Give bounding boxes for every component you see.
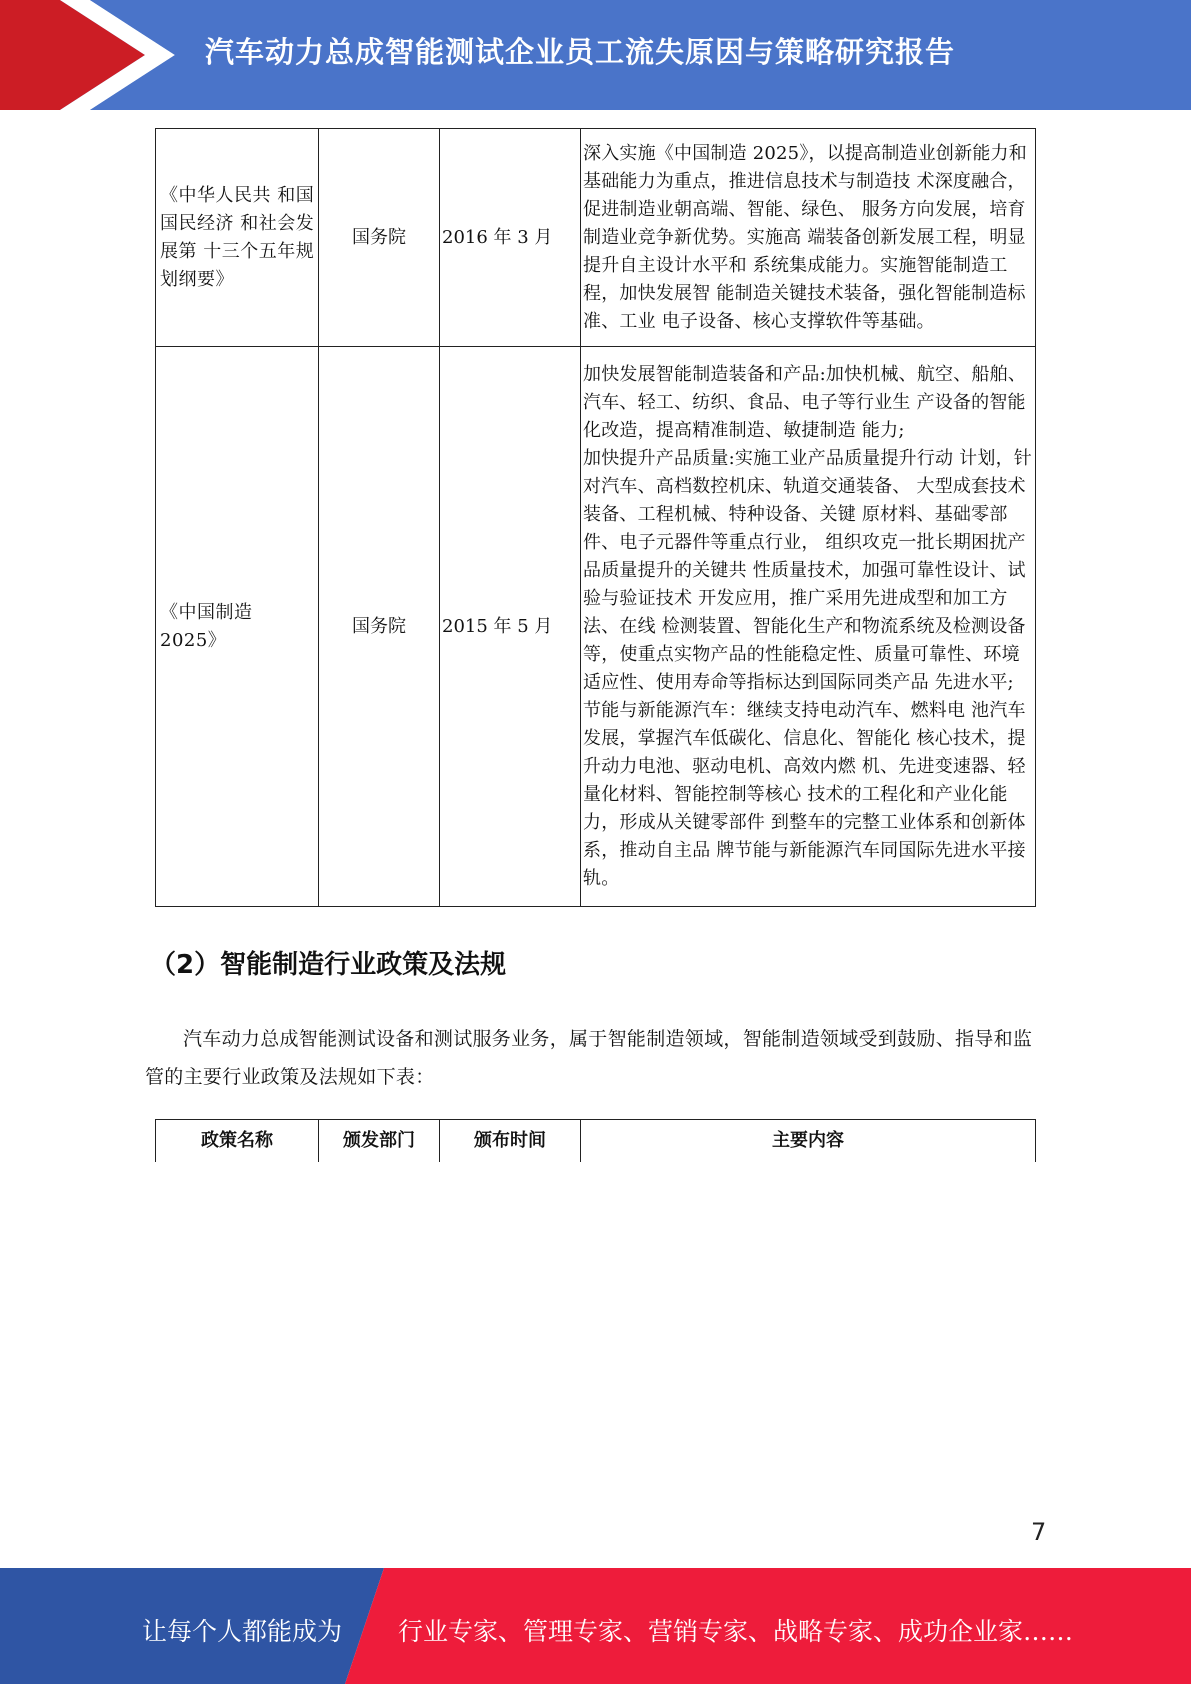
content-paragraph: 深入实施《中国制造 2025》，以提高制造业创新能力和基础能力为重点，推进信息技术与制造技 术深度融合，促进制造业朝高端、智能、绿色、 服务方向发展，培育制造业竞争新优势。实施高 端装备创新发展工程，明显提升自主设计水平和 系统集成能力。实施智能制造工程，加快发展智 能制造关键技术装备，强化智能制造标准、工业 电子设备、核心支撑软件等基础。 bbox=[583, 142, 1027, 332]
table-header-row bbox=[156, 1120, 1036, 1163]
column-header-dept: 颁发部门 bbox=[319, 1120, 440, 1163]
column-header-content: 主要内容 bbox=[581, 1120, 1036, 1163]
table-row bbox=[156, 347, 1036, 907]
main-content-cell bbox=[581, 347, 1036, 907]
column-header-policy-name: 政策名称 bbox=[156, 1120, 319, 1163]
body-paragraph: 汽车动力总成智能测试设备和测试服务业务，属于智能制造领域，智能制造领域受到鼓励、指导和监管的主要行业政策及法规如下表： bbox=[145, 1028, 1033, 1088]
footer-slogan-right: 行业专家、管理专家、营销专家、战略专家、成功企业家…… bbox=[398, 1617, 1074, 1646]
content-paragraph: 加快提升产品质量:实施工业产品质量提升行动 计划，针对汽车、高档数控机床、轨道交通装备、 大型成套技术装备、工程机械、特种设备、关键 原材料、基础零部件、电子元器件等重点行业， 组织攻克一批长期困扰产品质量提升的关键共 性质量技术，加强可靠性设计、试验与验证技术 开发应用，推广采用先进成型和加工方法、在线 检测装置、智能化生产和物流系统及检测设备 等，使重点实物产品的性能稳定性、质量可靠性、环境适应性、使用寿命等指标达到国际同类产品 先进水平; bbox=[583, 447, 1032, 693]
column-header-date: 颁布时间 bbox=[440, 1120, 581, 1163]
policy-table-header bbox=[155, 1119, 1036, 1162]
footer-slogan-left: 让每个人都能成为 bbox=[142, 1617, 343, 1646]
content-paragraph: 节能与新能源汽车：继续支持电动汽车、燃料电 池汽车发展，掌握汽车低碳化、信息化、智能化 核心技术，提升动力电池、驱动电机、高效内燃 机、先进变速器、轻量化材料、智能控制等核心 技术的工程化和产业化能力，形成从关键零部件 到整车的完整工业体系和创新体系，推动自主品 牌节能与新能源汽车同国际先进水平接轨。 bbox=[583, 699, 1026, 889]
page-number: 7 bbox=[1031, 1518, 1047, 1546]
report-title: 汽车动力总成智能测试企业员工流失原因与策略研究报告 bbox=[205, 35, 956, 69]
main-content-cell bbox=[581, 129, 1036, 347]
content-paragraph: 加快发展智能制造装备和产品:加快机械、航空、船舶、汽车、轻工、纺织、食品、电子等行业生 产设备的智能化改造，提高精准制造、敏捷制造 能力; bbox=[583, 363, 1027, 441]
policy-name-cell: 《中华人民共 和国国民经济 和社会发展第 十三个五年规 划纲要》 bbox=[156, 129, 319, 347]
page-header bbox=[0, 0, 1191, 110]
policy-table-continued bbox=[155, 128, 1036, 907]
issue-date-cell: 2015 年 5 月 bbox=[440, 347, 581, 907]
issuing-dept-cell: 国务院 bbox=[319, 129, 440, 347]
policy-name-cell: 《中国制造 2025》 bbox=[156, 347, 319, 907]
table-row bbox=[156, 129, 1036, 347]
issuing-dept-cell: 国务院 bbox=[319, 347, 440, 907]
page-footer bbox=[0, 1568, 1191, 1684]
issue-date-cell: 2016 年 3 月 bbox=[440, 129, 581, 347]
section-heading: （2）智能制造行业政策及法规 bbox=[150, 950, 507, 980]
